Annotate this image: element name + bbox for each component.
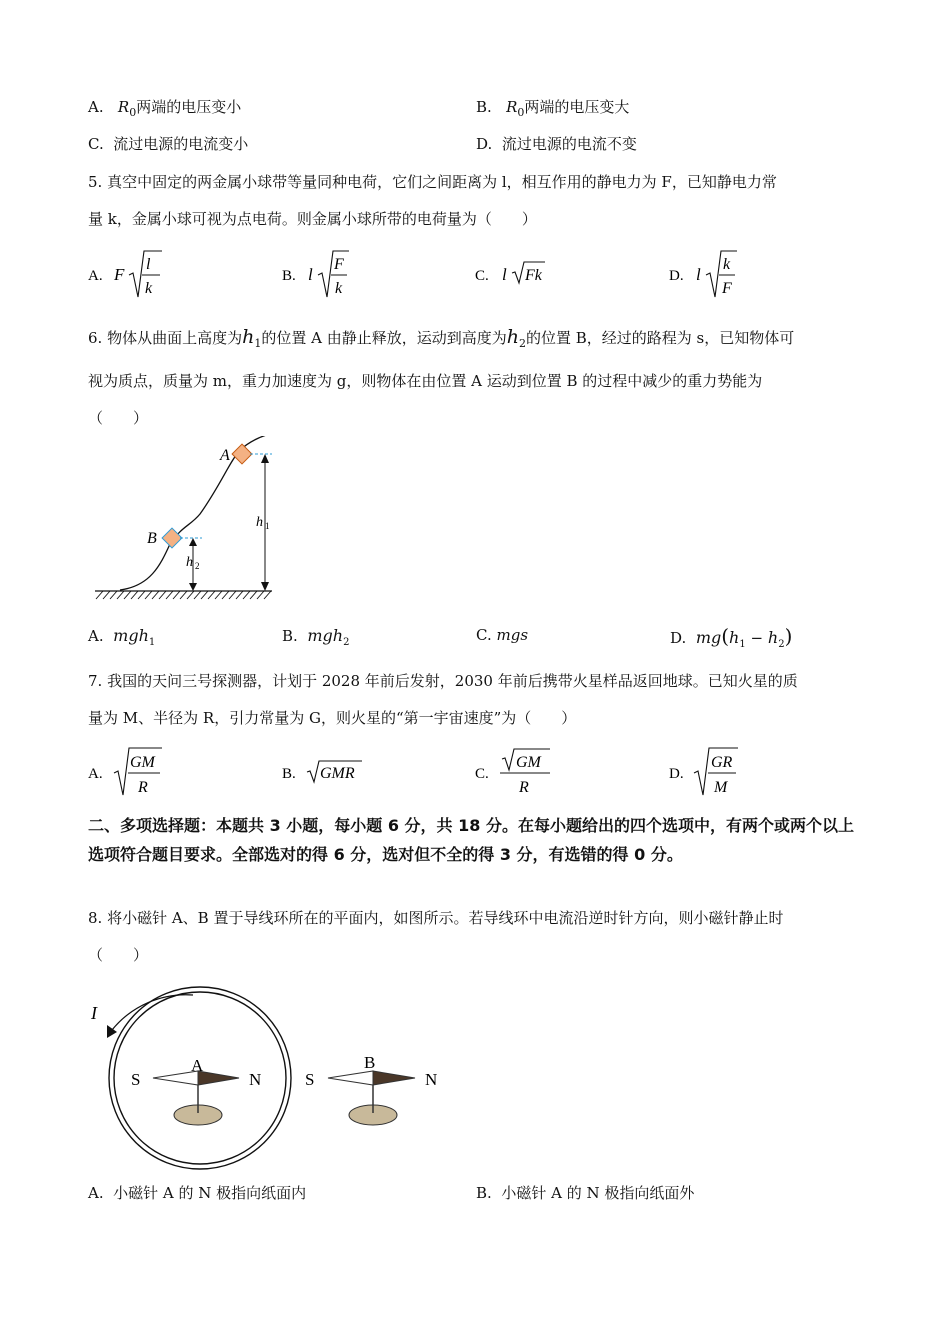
svg-text:R: R	[138, 779, 148, 796]
label-b: B	[147, 530, 157, 547]
q8-option-a: A. 小磁针 A 的 N 极指向纸面内	[88, 1184, 307, 1202]
block-a	[232, 444, 252, 464]
svg-text:B.: B.	[282, 766, 296, 782]
q5-options	[82, 245, 882, 305]
q5-option-c	[475, 262, 545, 284]
q8-stem-line1: 8. 将小磁针 A、B 置于导线环所在的平面内，如图所示。若导线环中电流沿逆时针方向，则小磁针静止时	[88, 909, 784, 927]
q6-option-c: C. mgs	[476, 626, 529, 644]
q6-option-d: D. $mg(h_1 - h_2)$	[670, 624, 793, 650]
section-2-heading: 二、多项选择题：本题共 3 小题，每小题 6 分，共 18 分。在每小题给出的四个选项中，有两个或两个以上选项符合题目要求。全部选对的得 6 分，选对但不全的得 3 分，有选错的得 0 分。	[88, 816, 854, 864]
h2-label: h	[186, 555, 193, 570]
q6-stem-line1: 6. 物体从曲面上高度为$h_1$的位置 A 由静止释放，运动到高度为$h_2$的位置 B，经过的路程为 s，已知物体可	[88, 326, 795, 350]
q7-stem-line2: 量为 M、半径为 R，引力常量为 G，则火星的“第一宇宙速度”为（ ）	[88, 709, 577, 727]
needle-b-label: B	[364, 1053, 376, 1072]
svg-text:B.: B.	[282, 268, 296, 284]
svg-text:C.: C.	[475, 766, 489, 782]
svg-text:A.: A.	[88, 766, 103, 782]
svg-text:S: S	[131, 1070, 141, 1089]
svg-text:F: F	[334, 256, 344, 273]
compass-needle-b	[305, 1053, 437, 1125]
q5-stem-line1: 5. 真空中固定的两金属小球带等量同种电荷，它们之间距离为 l，相互作用的静电力为 F，已知静电力常	[88, 173, 777, 191]
svg-text:F: F	[722, 280, 732, 297]
q4-option-d: D. 流过电源的电流不变	[476, 135, 637, 153]
svg-text:M: M	[714, 779, 728, 796]
q8-option-b: B. 小磁针 A 的 N 极指向纸面外	[476, 1184, 695, 1202]
q7-option-b	[282, 761, 362, 782]
q8-figure	[85, 985, 455, 1170]
compass-needle-a	[131, 1056, 261, 1125]
svg-text:l: l	[502, 265, 507, 284]
svg-text:Fk: Fk	[525, 267, 542, 284]
q7-stem-line1: 7. 我国的天问三号探测器，计划于 2028 年前后发射，2030 年前后携带火星样品返回地球。已知火星的质	[88, 672, 798, 690]
svg-text:1: 1	[265, 521, 270, 531]
block-b	[162, 528, 182, 548]
h1-label: h	[256, 515, 263, 530]
svg-text:C.: C.	[475, 268, 489, 284]
svg-text:l: l	[308, 265, 313, 284]
svg-text:l: l	[146, 256, 151, 273]
svg-text:GM: GM	[516, 754, 541, 771]
q4-option-a: A. $R_0$两端的电压变小	[88, 98, 242, 119]
svg-text:A.: A.	[88, 268, 103, 284]
q7-option-c	[475, 749, 550, 796]
ground-hatch	[96, 591, 271, 599]
q6-stem-line2: 视为质点，质量为 m，重力加速度为 g，则物体在由位置 A 运动到位置 B 的过程中减少的重力势能为	[88, 372, 763, 390]
svg-text:S: S	[305, 1070, 315, 1089]
label-a: A	[220, 447, 230, 464]
svg-text:k: k	[335, 280, 343, 297]
svg-text:k: k	[145, 280, 153, 297]
q7-options	[82, 743, 882, 803]
svg-text:N: N	[425, 1070, 438, 1089]
svg-text:k: k	[723, 256, 731, 273]
svg-text:D.: D.	[669, 766, 684, 782]
svg-text:2: 2	[195, 561, 200, 571]
q7-option-a	[88, 748, 162, 796]
svg-text:N: N	[249, 1070, 262, 1089]
q5-option-b	[282, 251, 349, 297]
q5-option-a	[88, 251, 162, 297]
q5-stem-line2: 量 k，金属小球可视为点电荷。则金属小球所带的电荷量为（ ）	[88, 210, 537, 228]
q6-figure	[90, 436, 290, 606]
svg-text:GMR: GMR	[320, 765, 355, 782]
svg-text:GR: GR	[711, 754, 733, 771]
q8-stem-line2: （ ）	[88, 946, 149, 964]
q6-option-b: B. mgh$_2$	[282, 626, 350, 648]
svg-text:GM: GM	[130, 754, 155, 771]
q5-option-d	[669, 251, 737, 297]
q6-option-a: A. mgh$_1$	[88, 626, 156, 648]
needle-a-label: A	[191, 1056, 204, 1075]
current-label: I	[91, 1003, 97, 1023]
q4-option-c: C. 流过电源的电流变小	[88, 135, 249, 153]
q6-stem-line3: （ ）	[88, 409, 149, 427]
svg-text:l: l	[696, 265, 701, 284]
svg-text:R: R	[519, 779, 529, 796]
q7-option-d	[669, 748, 738, 796]
q4-option-b: B. $R_0$两端的电压变大	[476, 98, 630, 119]
svg-text:F: F	[114, 265, 125, 284]
svg-text:D.: D.	[669, 268, 684, 284]
